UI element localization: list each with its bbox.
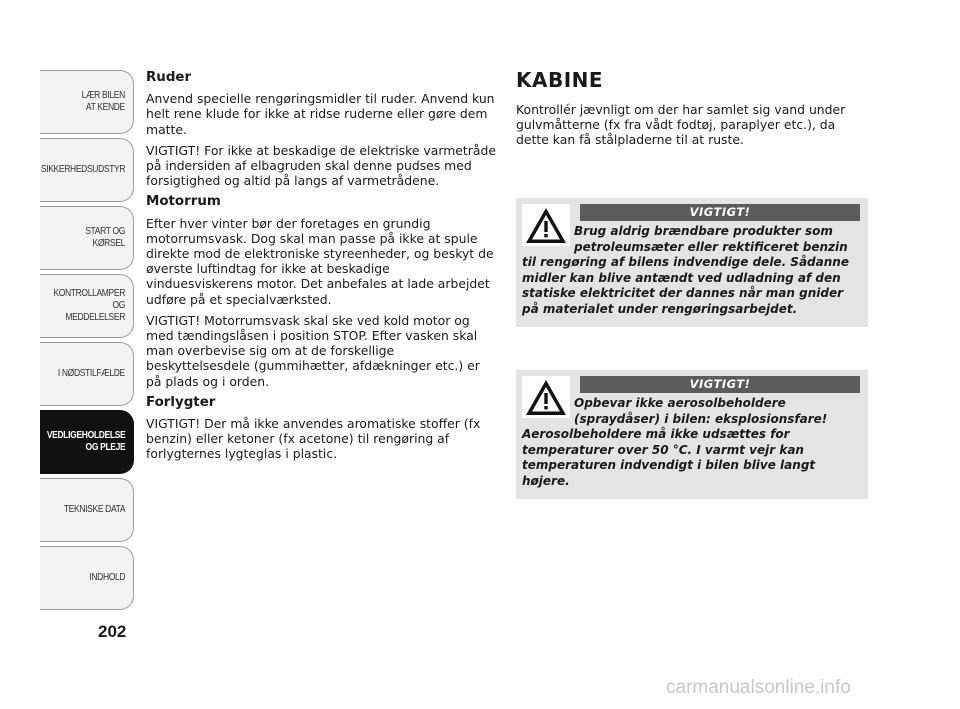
tab-label: SIKKERHEDSUDSTYR [40, 164, 125, 175]
watermark: carmanualsonline.info [666, 677, 851, 698]
paragraph: VIGTIGT! Motorrumsvask skal ske ved kold motor og med tændingslåsen i position STOP. Efter vasken skal man overbevise sig om at de forskellige beskyttelsesdele (gummihætter, afdækninger etc.) er på plads og i orden. [146, 312, 480, 389]
page-number: 202 [98, 622, 127, 641]
tab-indhold[interactable] [40, 546, 134, 610]
left-column [146, 70, 496, 468]
warning-lead: Opbevar ikke aerosolbeholdere (spraydåser) i bilen: eksplosionsfare! [574, 396, 828, 426]
chapter-tabs [40, 70, 134, 614]
tab-label: LÆR BILEN AT KENDE [81, 90, 125, 113]
paragraph: VIGTIGT! For ikke at beskadige de elektriske varmetråde på indersiden af elbagruden skal denne pudses med forsigtighed og altid på langs af varmetrådene. [146, 142, 496, 189]
tab-label: I NØDSTILFÆLDE [57, 368, 125, 379]
section-title-ruder: Ruder [146, 70, 192, 85]
warning-lead: Brug aldrig brændbare produkter som petroleumsæter eller rektificeret benzin [574, 224, 848, 254]
paragraph: VIGTIGT! Der må ikke anvendes aromatiske stoffer (fx benzin) eller ketoner (fx acetone) til rengøring af forlygternes lygteglas i plastic. [146, 416, 481, 462]
paragraph: Kontrollér jævnligt om der har samlet sig vand under gulvmåtterne (fx fra vådt fodtøj, paraplyer etc.), da dette kan få stålpladerne til at ruste. [516, 102, 846, 148]
warning-triangle-icon [522, 376, 570, 418]
warning-text [522, 224, 860, 317]
warning-triangle-icon [522, 204, 570, 246]
section-title-motorrum: Motorrum [146, 194, 221, 210]
warning-rest: Aerosolbeholdere må ikke udsættes for temperaturer over 50 °C. I varmt vejr kan temperaturen indvendigt i bilen blive langt højere. [522, 427, 816, 488]
right-column [516, 68, 868, 148]
tab-kontrollamper[interactable] [40, 274, 134, 338]
section-title-kabine: KABINE [516, 68, 604, 92]
section-title-forlygter: Forlygter [146, 394, 216, 410]
tab-label: INDHOLD [89, 572, 125, 583]
warning-heading: VIGTIGT! [580, 376, 860, 393]
tab-label: TEKNISKE DATA [63, 504, 125, 515]
warning-text [522, 396, 860, 489]
tab-laer-bilen[interactable] [40, 70, 134, 134]
warning-rest: til rengøring af bilens indvendige dele. Sådanne midler kan blive antændt ved udladning af den statiske elektricitet der dannes når man gnider på materialet under rengøringsarbejdet. [522, 255, 849, 316]
tab-start-og-korsel[interactable] [40, 206, 134, 270]
tab-i-nodstilfaelde[interactable] [40, 342, 134, 406]
tab-vedligeholdelse[interactable] [40, 410, 134, 474]
tab-tekniske-data[interactable] [40, 478, 134, 542]
warning-heading: VIGTIGT! [580, 204, 860, 221]
paragraph: Efter hver vinter bør der foretages en grundig motorrumsvask. Dog skal man passe på ikke at spule direkte mod de elektroniske styreenheder, og beskyt de øverste luftindtag for ikke at beskadige vinduesviskerens motor. Det anbefales at lade arbejdet udføre på et specialværksted. [146, 215, 494, 307]
tab-label: START OG KØRSEL [85, 226, 125, 249]
paragraph: Anvend specielle rengøringsmidler til ruder. Anvend kun helt rene klude for ikke at ridse ruderne eller gøre dem matte. [146, 91, 495, 137]
tab-label: KONTROLLAMPER OG MEDDELELSER [53, 288, 125, 323]
warning-box [516, 198, 868, 327]
tab-sikkerhedsudstyr[interactable] [40, 138, 134, 202]
warning-box [516, 370, 868, 499]
tab-label: VEDLIGEHOLDELSE OG PLEJE [46, 430, 125, 453]
